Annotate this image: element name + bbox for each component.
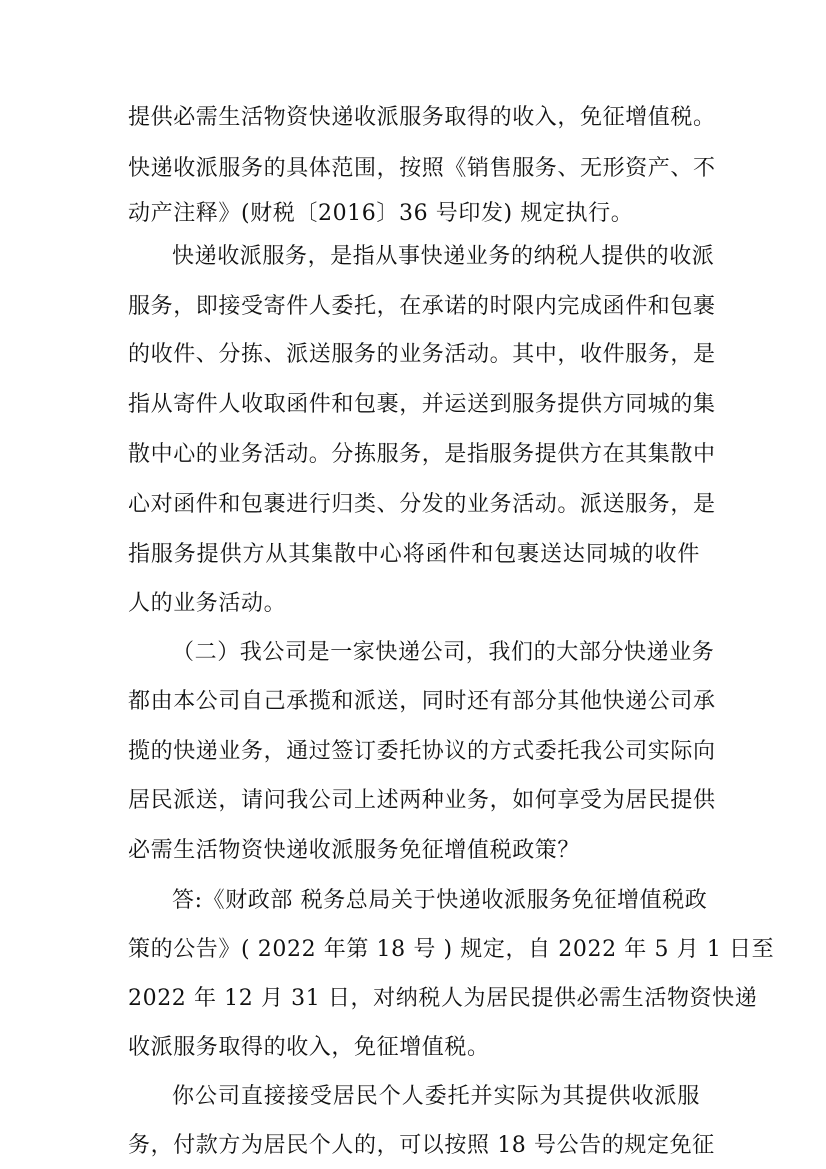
paragraph-line: 服务，即接受寄件人委托，在承诺的时限内完成函件和包裹 [128,294,716,319]
paragraph-line: 指从寄件人收取函件和包裹，并运送到服务提供方同城的集 [128,392,716,417]
paragraph-line: 必需生活物资快递收派服务免征增值税政策？ [128,838,581,863]
paragraph-line: 人的业务活动。 [128,591,287,616]
paragraph-line: 心对函件和包裹进行归类、分发的业务活动。派送服务，是 [128,492,716,517]
paragraph-line: 揽的快递业务，通过签订委托协议的方式委托我公司实际向 [128,739,716,764]
paragraph-line: 散中心的业务活动。分拣服务，是指服务提供方在其集散中 [128,442,716,467]
paragraph-line: 居民派送，请问我公司上述两种业务，如何享受为居民提供 [128,788,716,813]
paragraph-line: 的收件、分拣、派送服务的业务活动。其中，收件服务，是 [128,342,716,367]
paragraph-first-line: 答:《财政部 税务总局关于快递收派服务免征增值税政 [172,888,708,913]
paragraph-line: 收派服务取得的收入，免征增值税。 [128,1035,490,1060]
paragraph-line: 提供必需生活物资快递收派服务取得的收入，免征增值税。 [128,105,716,130]
paragraph-first-line: 快递收派服务，是指从事快递业务的纳税人提供的收派 [172,244,715,269]
paragraph-line: 务，付款方为居民个人的，可以按照 18 号公告的规定免征 [128,1133,715,1158]
paragraph-line: 指服务提供方从其集散中心将函件和包裹送达同城的收件 [128,542,700,567]
paragraph-line: 2022 年 12 月 31 日，对纳税人为居民提供必需生活物资快递 [128,986,758,1011]
paragraph-line: 动产注释》(财税〔2016〕36 号印发) 规定执行。 [128,201,634,226]
paragraph-first-line: 你公司直接接受居民个人委托并实际为其提供收派服 [172,1084,700,1109]
paragraph-line: 策的公告》( 2022 年第 18 号 ) 规定，自 2022 年 5 月 1 日至 [128,937,775,962]
paragraph-first-line: （二）我公司是一家快递公司，我们的大部分快递业务 [172,640,715,665]
paragraph-line: 快递收派服务的具体范围，按照《销售服务、无形资产、不 [128,156,716,181]
paragraph-line: 都由本公司自己承揽和派送，同时还有部分其他快递公司承 [128,689,716,714]
